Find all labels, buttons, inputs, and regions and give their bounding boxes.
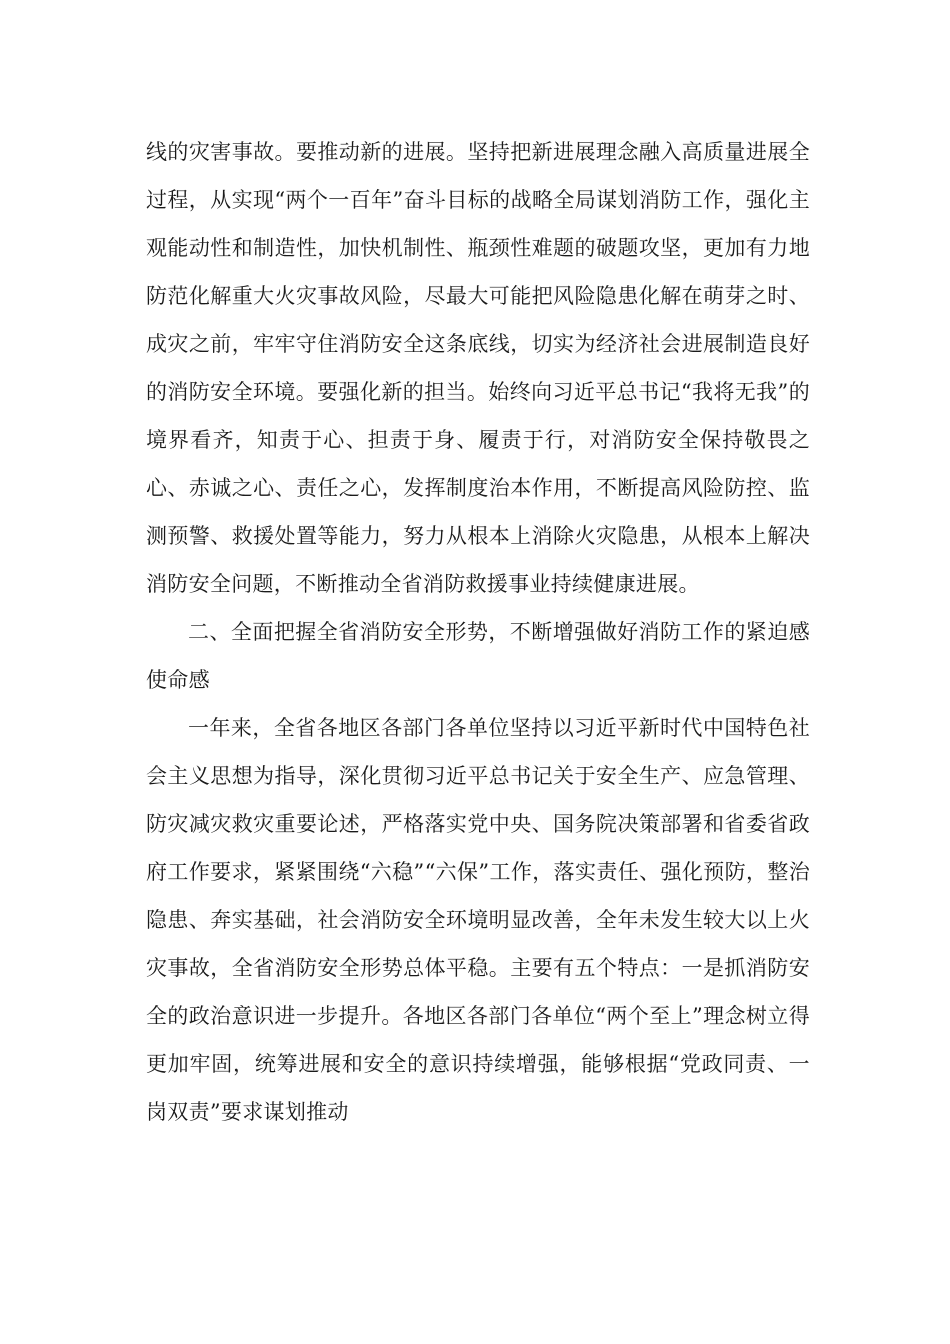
section-heading: 二、全面把握全省消防安全形势，不断增强做好消防工作的紧迫感使命感	[146, 620, 810, 692]
paragraph-continuation: 线的灾害事故。要推动新的进展。坚持把新进展理念融入高质量进展全过程，从实现“两个一百年”奋斗目标的战略全局谋划消防工作，强化主观能动性和制造性，加快机制性、瓶颈性难题的破题攻坚，更加有力地防范化解重大火灾事故风险，尽最大可能把风险隐患化解在萌芽之时、成灾之前，牢牢守住消防安全这条底线，切实为经济社会进展制造良好的消防安全环境。要强化新的担当。始终向习近平总书记“我将无我”的境界看齐，知责于心、担责于身、履责于行，对消防安全保持敬畏之心、赤诚之心、责任之心，发挥制度治本作用，不断提高风险防控、监测预警、救援处置等能力，努力从根本上消除火灾隐患，从根本上解决消防安全问题，不断推动全省消防救援事业持续健康进展。	[146, 140, 810, 596]
paragraph-body: 一年来，全省各地区各部门各单位坚持以习近平新时代中国特色社会主义思想为指导，深化贯彻习近平总书记关于安全生产、应急管理、防灾减灾救灾重要论述，严格落实党中央、国务院决策部署和省委省政府工作要求，紧紧围绕“六稳”“六保”工作，落实责任、强化预防，整治隐患、奔实基础，社会消防安全环境明显改善，全年未发生较大以上火灾事故，全省消防安全形势总体平稳。主要有五个特点：一是抓消防安全的政治意识进一步提升。各地区各部门各单位“两个至上”理念树立得更加牢固，统筹进展和安全的意识持续增强，能够根据“党政同责、一岗双责”要求谋划推动	[146, 716, 810, 1124]
document-body	[146, 128, 810, 1136]
